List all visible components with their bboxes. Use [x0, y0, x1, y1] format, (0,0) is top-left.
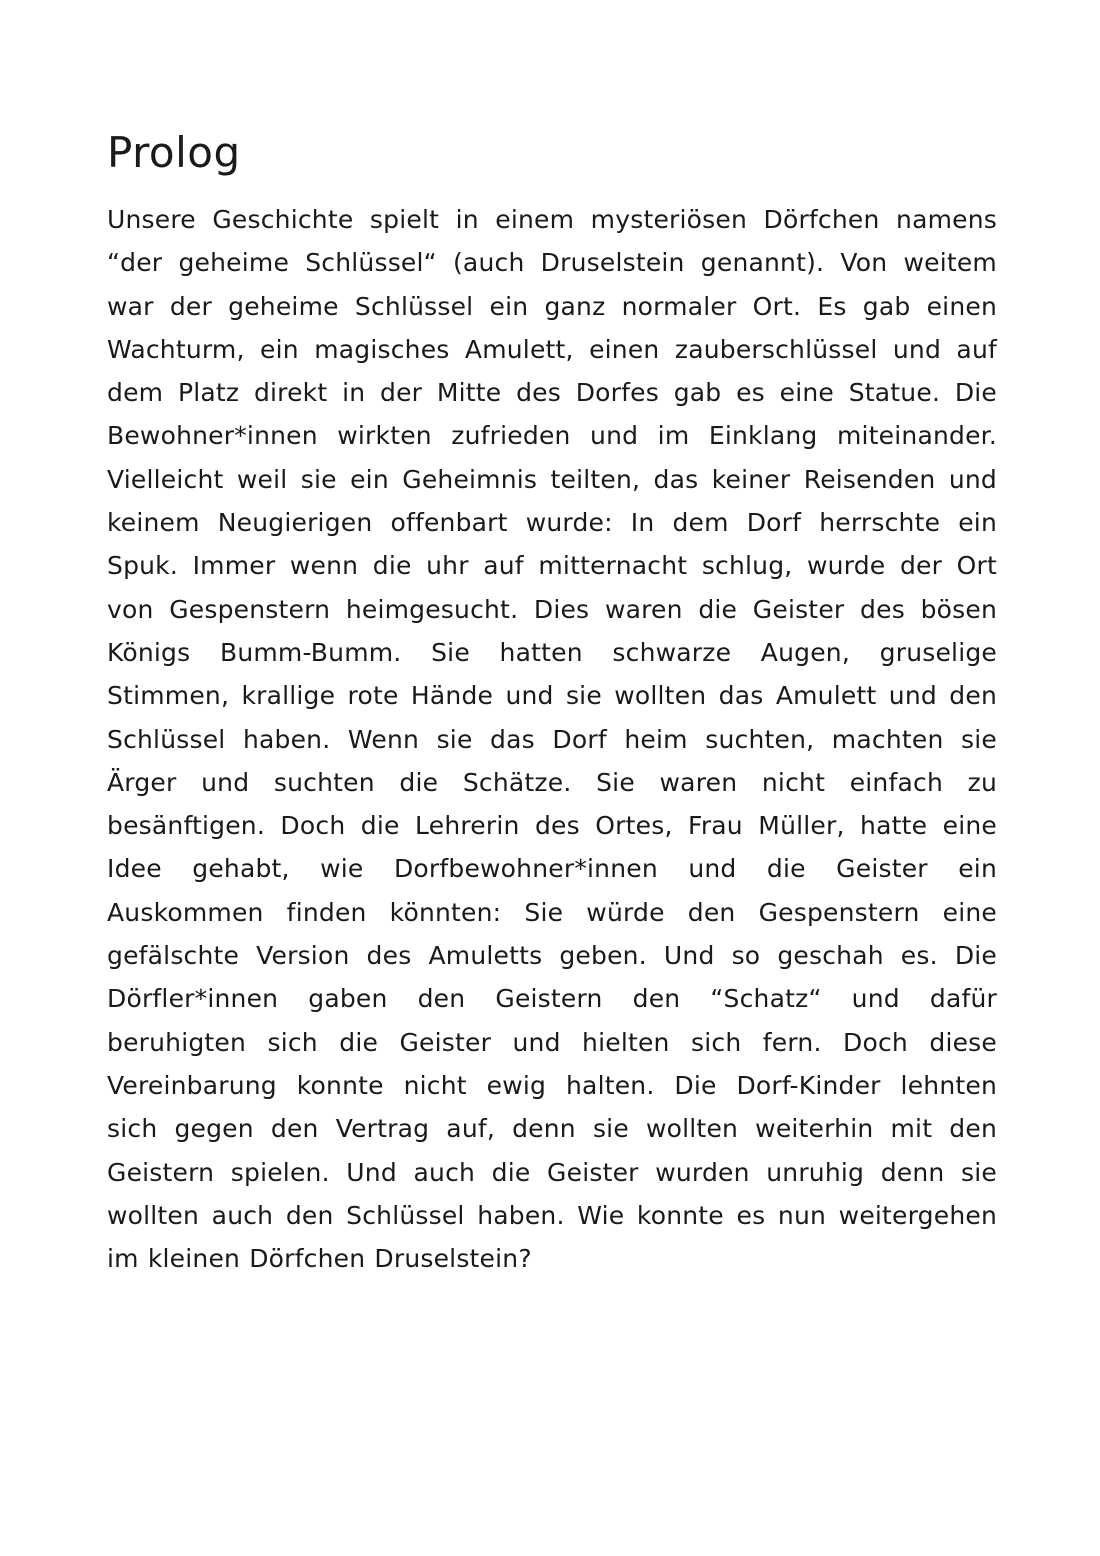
text-line: dem Platz direkt in der Mitte des Dorfes gab es eine Statue. Die [107, 378, 997, 408]
text-line: beruhigten sich die Geister und hielten sich fern. Doch diese [107, 1027, 997, 1057]
page-title: Prolog [107, 128, 241, 177]
text-line: Idee gehabt, wie Dorfbewohner*innen und die Geister ein [107, 854, 997, 884]
text-line: Unsere Geschichte spielt in einem mysteriösen Dörfchen namens [107, 205, 997, 234]
text-line: Dörfler*innen gaben den Geistern den “Schatz“ und dafür [107, 984, 997, 1014]
text-line: Vielleicht weil sie ein Geheimnis teilten, das keiner Reisenden und [107, 464, 997, 494]
text-line: Schlüssel haben. Wenn sie das Dorf heim suchten, machten sie [107, 724, 997, 754]
text-line: Wachturm, ein magisches Amulett, einen zauberschlüssel und auf [107, 334, 997, 364]
text-line: Bewohner*innen wirkten zufrieden und im Einklang miteinander. [107, 421, 997, 451]
text-line: von Gespenstern heimgesucht. Dies waren die Geister des bösen [107, 594, 997, 624]
text-line: Auskommen finden könnten: Sie würde den Gespenstern eine [107, 897, 997, 927]
text-line: Ärger und suchten die Schätze. Sie waren nicht einfach zu [107, 767, 997, 797]
text-line: Vereinbarung konnte nicht ewig halten. Die Dorf-Kinder lehnten [107, 1070, 997, 1100]
text-line-last: im kleinen Dörfchen Druselstein? [107, 1244, 532, 1274]
text-line: Stimmen, krallige rote Hände und sie wollten das Amulett und den [107, 681, 997, 711]
text-line: sich gegen den Vertrag auf, denn sie wollten weiterhin mit den [107, 1114, 997, 1144]
text-line: wollten auch den Schlüssel haben. Wie konnte es nun weitergehen [107, 1200, 997, 1230]
text-line: gefälschte Version des Amuletts geben. Und so geschah es. Die [107, 941, 997, 971]
text-line: Spuk. Immer wenn die uhr auf mitternacht schlug, wurde der Ort [107, 551, 997, 581]
text-line: war der geheime Schlüssel ein ganz normaler Ort. Es gab einen [107, 291, 997, 321]
text-line: keinem Neugierigen offenbart wurde: In dem Dorf herrschte ein [107, 508, 997, 538]
text-line: Geistern spielen. Und auch die Geister wurden unruhig denn sie [107, 1157, 997, 1187]
text-line: “der geheime Schlüssel“ (auch Druselstein genannt). Von weitem [107, 248, 997, 278]
document-page [107, 128, 997, 1280]
body-paragraph [107, 198, 997, 1280]
text-line: Königs Bumm-Bumm. Sie hatten schwarze Augen, gruselige [107, 637, 997, 667]
text-line: besänftigen. Doch die Lehrerin des Ortes, Frau Müller, hatte eine [107, 811, 997, 841]
